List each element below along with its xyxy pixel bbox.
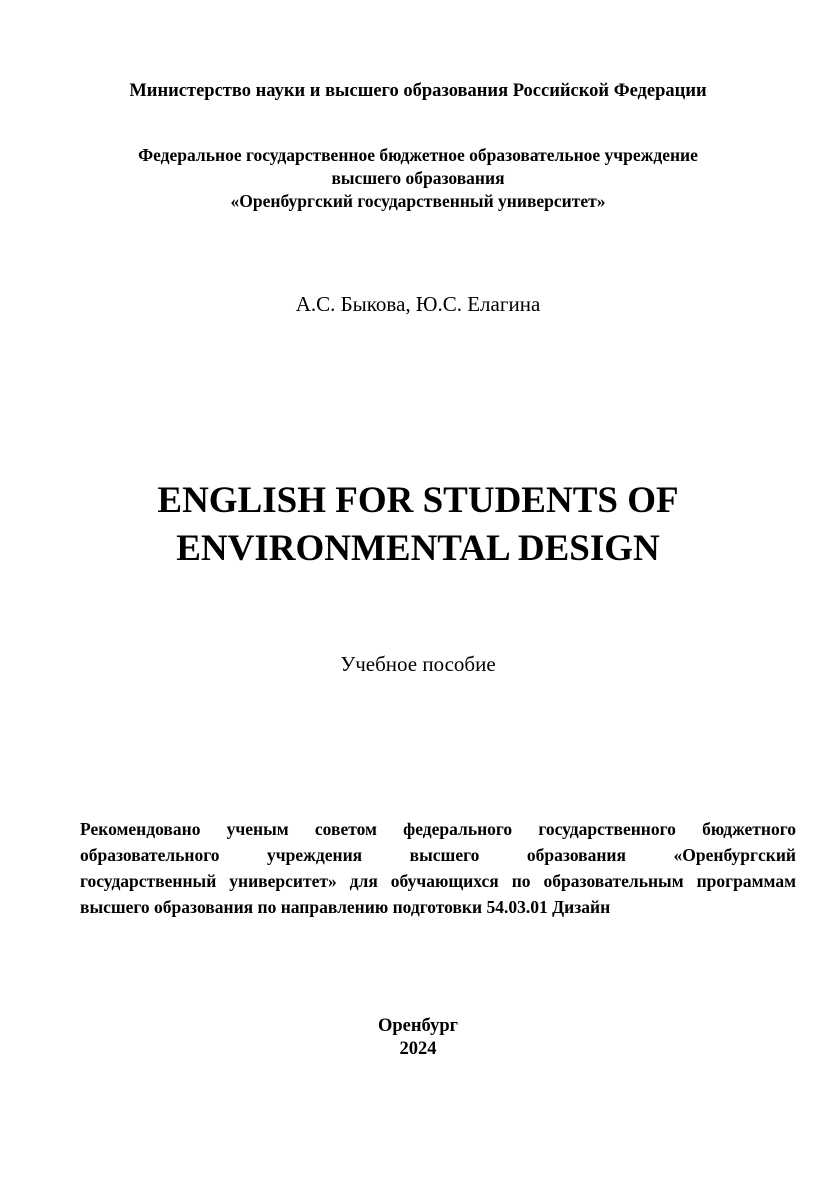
book-title-line-1: ENGLISH FOR STUDENTS OF	[157, 480, 679, 521]
recommendation-line-1: Рекомендовано ученым советом федерального государственного бюджетного	[80, 819, 796, 839]
institution-line-1: Федеральное государственное бюджетное образовательное учреждение	[138, 145, 698, 165]
ministry-line: Министерство науки и высшего образования Российской Федерации	[129, 81, 707, 101]
imprint-city: Оренбург	[377, 1016, 459, 1036]
recommendation-line-4: высшего образования по направлению подготовки 54.03.01 Дизайн	[80, 897, 611, 917]
recommendation-paragraph	[80, 816, 796, 920]
institution-line-3: «Оренбургский государственный университет»	[230, 191, 606, 211]
recommendation-line-2: образовательного учреждения высшего образования «Оренбургский	[80, 845, 796, 865]
authors: А.С. Быкова, Ю.С. Елагина	[295, 292, 541, 316]
institution-line-2: высшего образования	[331, 168, 505, 188]
book-subtitle: Учебное пособие	[340, 652, 496, 676]
imprint-year: 2024	[399, 1039, 437, 1059]
recommendation-line-3: государственный университет» для обучающихся по образовательным программам	[80, 871, 796, 891]
book-title-line-2: ENVIRONMENTAL DESIGN	[176, 528, 660, 569]
